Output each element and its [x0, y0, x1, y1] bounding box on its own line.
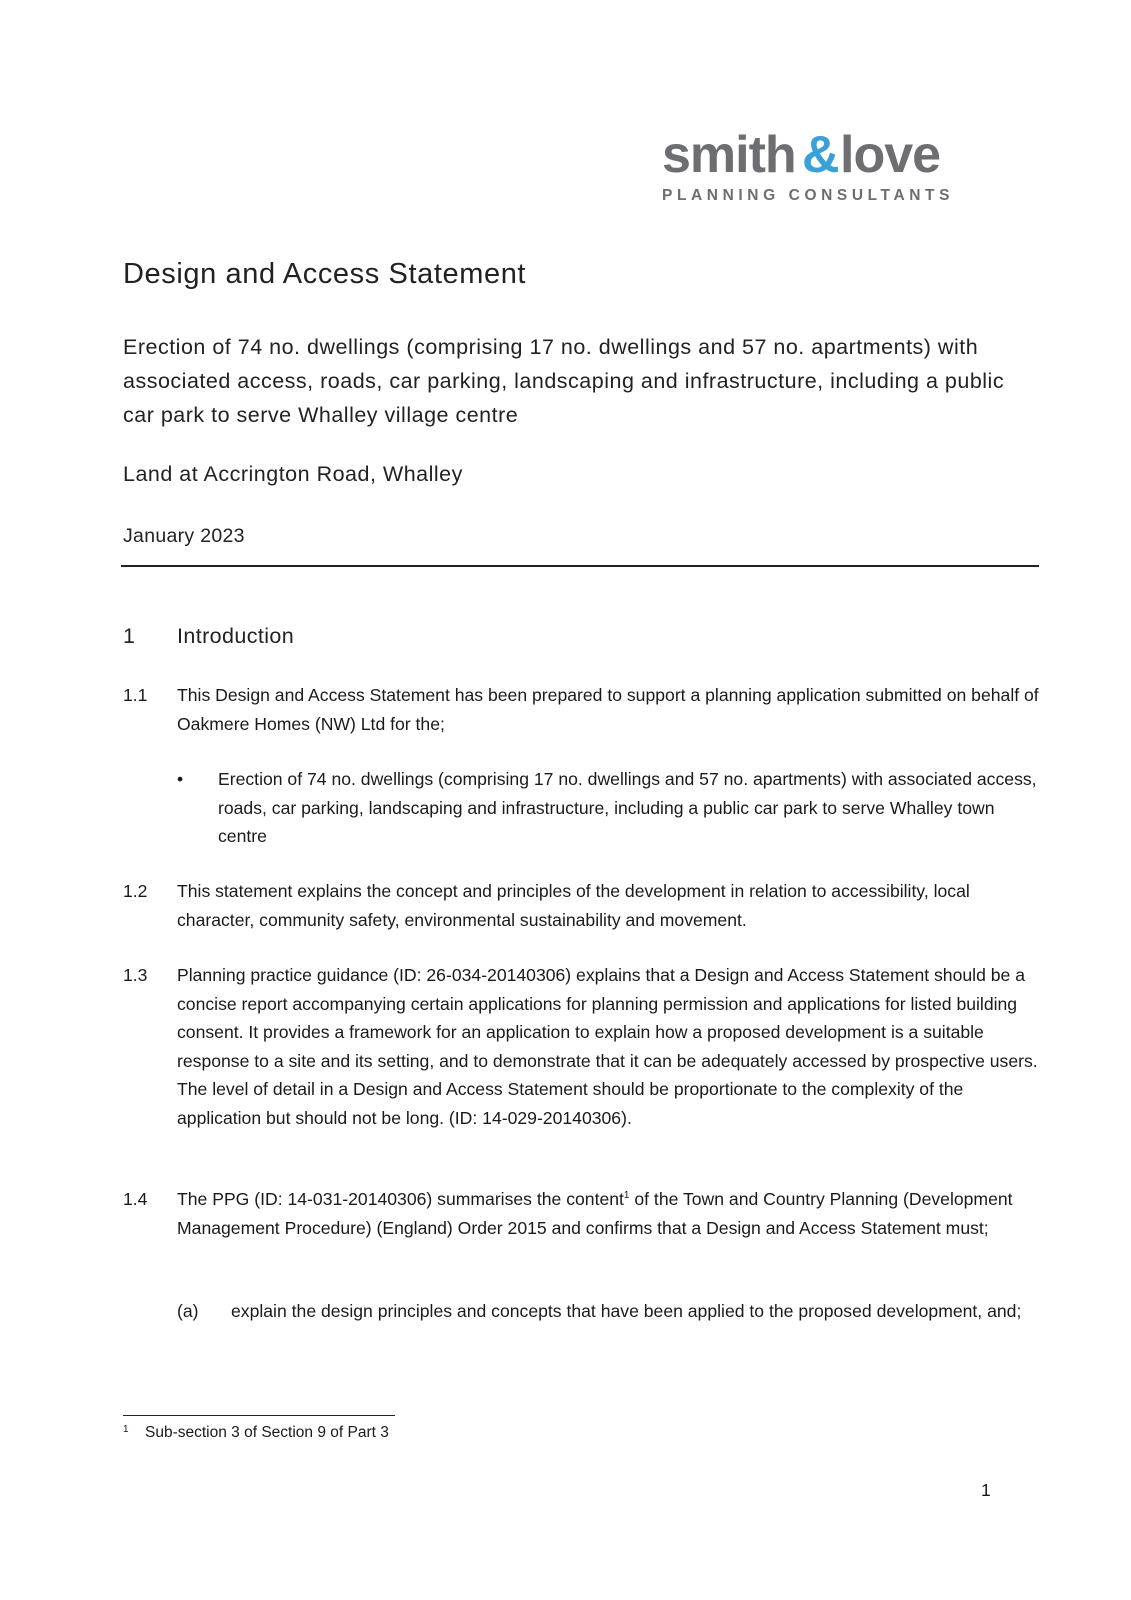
- document-date: January 2023: [123, 525, 245, 547]
- paragraph-text-part: The PPG (ID: 14-031-20140306) summarises the content: [177, 1189, 624, 1209]
- list-item: [177, 765, 1039, 851]
- paragraph: [123, 1185, 1039, 1242]
- paragraph-text: This Design and Access Statement has been prepared to support a planning application submitted on behalf of Oakmere Homes (NW) Ltd for the;: [177, 685, 1039, 734]
- logo-brand-right: love: [840, 126, 941, 184]
- sub-item-text: explain the design principles and concepts that have been applied to the proposed development, and;: [231, 1301, 1022, 1321]
- list-item-text: Erection of 74 no. dwellings (comprising 17 no. dwellings and 57 no. apartments) with associated access, roads, car parking, landscaping and infrastructure, including a public car park to serve Whalley town centre: [218, 769, 1037, 846]
- footnote-number: 1: [123, 1424, 129, 1435]
- paragraph: [123, 877, 1039, 934]
- paragraph-text: This statement explains the concept and principles of the development in relation to accessibility, local character, community safety, environmental sustainability and movement.: [177, 881, 970, 930]
- section-title: Introduction: [177, 624, 295, 648]
- logo-ampersand: &: [802, 126, 840, 184]
- paragraph-number: 1.1: [123, 685, 148, 705]
- footnote-text: Sub-section 3 of Section 9 of Part 3: [145, 1424, 389, 1441]
- logo-brand-left: smith: [662, 126, 796, 184]
- bullet-icon: •: [177, 769, 184, 789]
- paragraph-text-part: of the Town and Country Planning (Development Management Procedure) (England) Order 2015 and confirms that a Design and Access Statement must;: [177, 1189, 1013, 1238]
- paragraph-text: [177, 1185, 1039, 1242]
- footnote-reference[interactable]: 1: [623, 1190, 630, 1201]
- sub-item-label: (a): [177, 1301, 199, 1321]
- site-location: Land at Accrington Road, Whalley: [123, 462, 463, 486]
- company-logo: [662, 122, 982, 207]
- document-subtitle: Erection of 74 no. dwellings (comprising 17 no. dwellings and 57 no. apartments) with associated access, roads, car parking, landscaping and infrastructure, including a public car park to serve Whalley village centre: [123, 335, 1005, 427]
- paragraph: [123, 961, 1039, 1132]
- page-number: 1: [981, 1480, 991, 1500]
- section-number: 1: [123, 624, 136, 648]
- sub-list-item: [177, 1297, 1039, 1326]
- paragraph-text: Planning practice guidance (ID: 26-034-20140306) explains that a Design and Access Statement should be a concise report accompanying certain applications for planning permission and applications for listed building consent. It provides a framework for an application to explain how a proposed development is a suitable response to a site and its setting, and to demonstrate that it can be adequately accessed by prospective users. The level of detail in a Design and Access Statement should be proportionate to the complexity of the application but should not be long. (ID: 14-029-20140306).: [177, 965, 1038, 1128]
- footnote-divider: [123, 1415, 395, 1416]
- paragraph-number: 1.3: [123, 965, 148, 985]
- footnote: [123, 1424, 389, 1442]
- logo-tagline: PLANNING CONSULTANTS: [662, 187, 955, 204]
- paragraph-number: 1.4: [123, 1189, 148, 1209]
- paragraph: [123, 681, 1039, 738]
- paragraph-number: 1.2: [123, 881, 148, 901]
- document-title: Design and Access Statement: [123, 258, 527, 290]
- title-divider: [121, 565, 1039, 567]
